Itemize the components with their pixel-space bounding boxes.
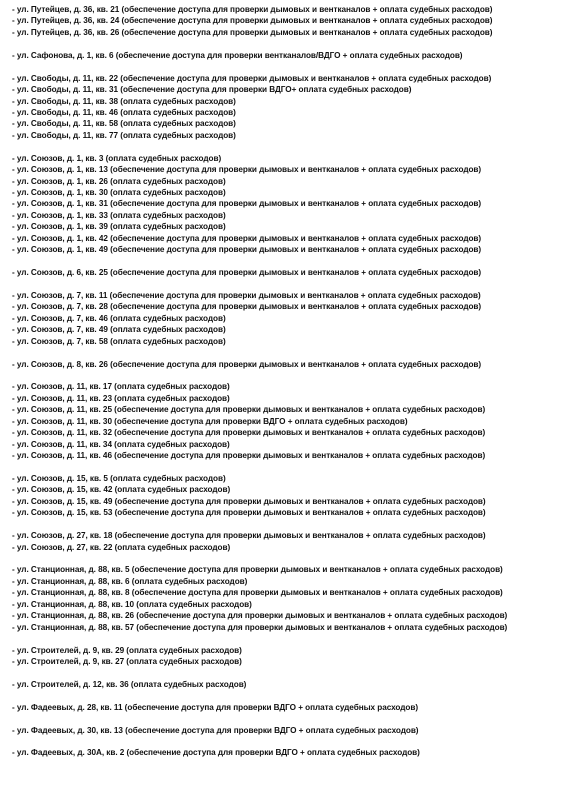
address-line: - ул. Союзов, д. 1, кв. 42 (обеспечение доступа для проверки дымовых и вентканалов + оплата судебных расходов) xyxy=(12,233,482,243)
address-line: - ул. Свободы, д. 11, кв. 38 (оплата судебных расходов) xyxy=(12,96,236,106)
address-group xyxy=(12,153,560,256)
address-line: - ул. Станционная, д. 88, кв. 10 (оплата судебных расходов) xyxy=(12,599,252,609)
address-line: - ул. Союзов, д. 1, кв. 26 (оплата судебных расходов) xyxy=(12,176,226,186)
address-line: - ул. Станционная, д. 88, кв. 5 (обеспечение доступа для проверки дымовых и вентканалов + оплата судебных расходов) xyxy=(12,565,503,575)
address-line: - ул. Союзов, д. 11, кв. 17 (оплата судебных расходов) xyxy=(12,382,230,392)
group-spacer xyxy=(12,736,560,747)
group-spacer xyxy=(12,141,560,152)
address-line: - ул. Строителей, д. 9, кв. 29 (оплата судебных расходов) xyxy=(12,645,242,655)
address-group xyxy=(12,747,560,758)
group-spacer xyxy=(12,347,560,358)
group-spacer xyxy=(12,370,560,381)
group-spacer xyxy=(12,61,560,72)
address-line: - ул. Союзов, д. 8, кв. 26 (обеспечение доступа для проверки дымовых и вентканалов + оплата судебных расходов) xyxy=(12,359,482,369)
address-group xyxy=(12,530,560,553)
group-spacer xyxy=(12,519,560,530)
address-group xyxy=(12,725,560,736)
address-group xyxy=(12,645,560,668)
address-line: - ул. Союзов, д. 11, кв. 34 (оплата судебных расходов) xyxy=(12,439,230,449)
address-line: - ул. Свободы, д. 11, кв. 77 (оплата судебных расходов) xyxy=(12,130,236,140)
address-group xyxy=(12,267,560,278)
address-line: - ул. Станционная, д. 88, кв. 6 (оплата судебных расходов) xyxy=(12,576,248,586)
address-group xyxy=(12,50,560,61)
group-spacer xyxy=(12,462,560,473)
address-line: - ул. Строителей, д. 9, кв. 27 (оплата судебных расходов) xyxy=(12,656,242,666)
group-spacer xyxy=(12,633,560,644)
address-line: - ул. Союзов, д. 11, кв. 25 (обеспечение доступа для проверки дымовых и вентканалов + оплата судебных расходов) xyxy=(12,405,486,415)
address-line: - ул. Союзов, д. 27, кв. 22 (оплата судебных расходов) xyxy=(12,542,231,552)
address-line: - ул. Строителей, д. 12, кв. 36 (оплата судебных расходов) xyxy=(12,679,247,689)
address-line: - ул. Союзов, д. 15, кв. 49 (обеспечение доступа для проверки дымовых и вентканалов + оплата судебных расходов) xyxy=(12,496,486,506)
address-line: - ул. Союзов, д. 1, кв. 49 (обеспечение доступа для проверки дымовых и вентканалов + оплата судебных расходов) xyxy=(12,245,482,255)
address-group xyxy=(12,381,560,461)
address-line: - ул. Союзов, д. 1, кв. 31 (обеспечение доступа для проверки дымовых и вентканалов + оплата судебных расходов) xyxy=(12,199,482,209)
address-line: - ул. Свободы, д. 11, кв. 46 (оплата судебных расходов) xyxy=(12,107,236,117)
address-group xyxy=(12,679,560,690)
group-spacer xyxy=(12,690,560,701)
address-group xyxy=(12,564,560,633)
address-group xyxy=(12,359,560,370)
address-line: - ул. Союзов, д. 15, кв. 5 (оплата судебных расходов) xyxy=(12,473,226,483)
address-line: - ул. Путейцев, д. 36, кв. 24 (обеспечение доступа для проверки дымовых и вентканалов + оплата судебных расходов) xyxy=(12,16,493,26)
address-line: - ул. Союзов, д. 11, кв. 30 (обеспечение доступа для проверки ВДГО + оплата судебных расходов) xyxy=(12,416,408,426)
address-line: - ул. Союзов, д. 6, кв. 25 (обеспечение доступа для проверки дымовых и вентканалов + оплата судебных расходов) xyxy=(12,268,482,278)
group-spacer xyxy=(12,38,560,49)
address-line: - ул. Союзов, д. 7, кв. 58 (оплата судебных расходов) xyxy=(12,336,226,346)
address-line: - ул. Союзов, д. 11, кв. 23 (оплата судебных расходов) xyxy=(12,393,230,403)
address-line: - ул. Фадеевых, д. 30, кв. 13 (обеспечение доступа для проверки ВДГО + оплата судебных расходов) xyxy=(12,725,419,735)
address-line: - ул. Союзов, д. 7, кв. 49 (оплата судебных расходов) xyxy=(12,325,226,335)
address-line: - ул. Станционная, д. 88, кв. 8 (обеспечение доступа для проверки дымовых и вентканалов + оплата судебных расходов) xyxy=(12,588,503,598)
address-line: - ул. Союзов, д. 1, кв. 13 (обеспечение доступа для проверки дымовых и вентканалов + оплата судебных расходов) xyxy=(12,165,482,175)
group-spacer xyxy=(12,553,560,564)
address-line: - ул. Свободы, д. 11, кв. 31 (обеспечение доступа для проверки ВДГО+ оплата судебных расходов) xyxy=(12,85,412,95)
address-line: - ул. Союзов, д. 1, кв. 3 (оплата судебных расходов) xyxy=(12,153,222,163)
address-line: - ул. Путейцев, д. 36, кв. 21 (обеспечение доступа для проверки дымовых и вентканалов + оплата судебных расходов) xyxy=(12,5,493,14)
address-line: - ул. Станционная, д. 88, кв. 26 (обеспечение доступа для проверки дымовых и вентканалов + оплата судебных расходов) xyxy=(12,611,508,621)
address-group xyxy=(12,4,560,38)
group-spacer xyxy=(12,279,560,290)
address-line: - ул. Союзов, д. 7, кв. 46 (оплата судебных расходов) xyxy=(12,313,226,323)
address-group xyxy=(12,290,560,347)
address-line: - ул. Фадеевых, д. 30А, кв. 2 (обеспечение доступа для проверки ВДГО + оплата судебных расходов) xyxy=(12,748,420,758)
group-spacer xyxy=(12,667,560,678)
address-line: - ул. Союзов, д. 1, кв. 30 (оплата судебных расходов) xyxy=(12,188,226,197)
address-line: - ул. Путейцев, д. 36, кв. 26 (обеспечение доступа для проверки дымовых и вентканалов + оплата судебных расходов) xyxy=(12,27,493,37)
address-line: - ул. Союзов, д. 11, кв. 32 (обеспечение доступа для проверки дымовых и вентканалов + оплата судебных расходов) xyxy=(12,428,486,438)
address-line: - ул. Станционная, д. 88, кв. 57 (обеспечение доступа для проверки дымовых и вентканалов + оплата судебных расходов) xyxy=(12,622,508,632)
address-line: - ул. Сафонова, д. 1, кв. 6 (обеспечение доступа для проверки вентканалов/ВДГО + оплата судебных расходов) xyxy=(12,50,463,60)
address-line: - ул. Союзов, д. 7, кв. 11 (обеспечение доступа для проверки дымовых и вентканалов + оплата судебных расходов) xyxy=(12,290,481,300)
address-group xyxy=(12,473,560,519)
address-group xyxy=(12,73,560,142)
address-line: - ул. Свободы, д. 11, кв. 58 (оплата судебных расходов) xyxy=(12,119,236,129)
address-line: - ул. Союзов, д. 27, кв. 18 (обеспечение доступа для проверки дымовых и вентканалов + оплата судебных расходов) xyxy=(12,531,486,541)
address-line: - ул. Союзов, д. 15, кв. 42 (оплата судебных расходов) xyxy=(12,485,231,495)
group-spacer xyxy=(12,256,560,267)
address-line: - ул. Свободы, д. 11, кв. 22 (обеспечение доступа для проверки дымовых и вентканалов + оплата судебных расходов) xyxy=(12,73,492,83)
address-line: - ул. Союзов, д. 1, кв. 33 (оплата судебных расходов) xyxy=(12,210,226,220)
address-line: - ул. Союзов, д. 1, кв. 39 (оплата судебных расходов) xyxy=(12,222,226,232)
address-line: - ул. Союзов, д. 7, кв. 28 (обеспечение доступа для проверки дымовых и вентканалов + оплата судебных расходов) xyxy=(12,302,482,312)
address-line: - ул. Союзов, д. 11, кв. 46 (обеспечение доступа для проверки дымовых и вентканалов + оплата судебных расходов) xyxy=(12,451,486,461)
address-line: - ул. Союзов, д. 15, кв. 53 (обеспечение доступа для проверки дымовых и вентканалов + оплата судебных расходов) xyxy=(12,508,486,518)
address-line: - ул. Фадеевых, д. 28, кв. 11 (обеспечение доступа для проверки ВДГО + оплата судебных расходов) xyxy=(12,702,419,712)
address-group xyxy=(12,702,560,713)
group-spacer xyxy=(12,713,560,724)
